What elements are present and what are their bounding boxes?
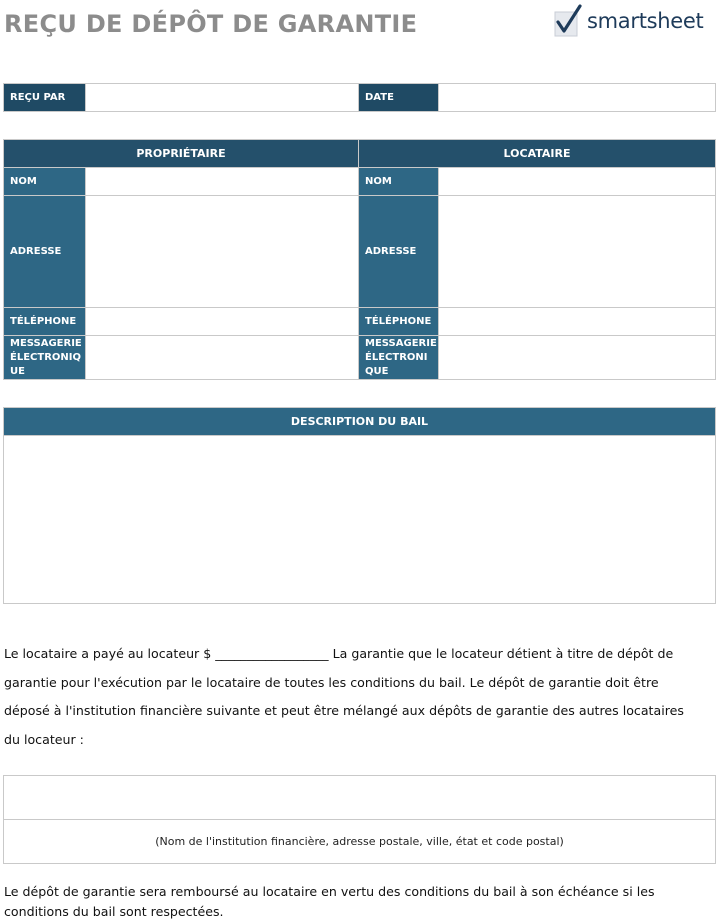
payment-paragraph-line: Le locataire a payé au locateur $ __________________ La garantie que le locateur détient à titre de dépôt de	[4, 646, 674, 661]
tenant-phone-field[interactable]	[439, 308, 716, 336]
owner-email-label	[4, 336, 86, 380]
payment-paragraph-line: garantie pour l'exécution par le locataire de toutes les conditions du bail. Le dépôt de garantie doit être	[4, 674, 659, 690]
tenant-email-label-line: ÉLECTRONI	[365, 351, 428, 363]
receipt-table	[3, 83, 716, 112]
institution-field[interactable]	[4, 776, 716, 820]
lease-heading: DESCRIPTION DU BAIL	[4, 408, 716, 436]
refund-paragraph-line: conditions du bail sont respectées.	[4, 904, 224, 919]
owner-phone-label: TÉLÉPHONE	[4, 308, 86, 336]
owner-phone-field[interactable]	[86, 308, 359, 336]
owner-email-field[interactable]	[86, 336, 359, 380]
refund-paragraph-line: Le dépôt de garantie sera remboursé au locataire en vertu des conditions du bail à son échéance si les	[4, 884, 655, 899]
institution-table	[3, 775, 716, 864]
lease-table	[3, 407, 716, 604]
tenant-heading: LOCATAIRE	[359, 140, 716, 168]
date-label: DATE	[359, 84, 439, 112]
page-title: REÇU DE DÉPÔT DE GARANTIE	[4, 10, 418, 38]
payment-paragraph-line: déposé à l'institution financière suivante et peut être mélangé aux dépôts de garantie des autres locataires	[4, 703, 684, 718]
tenant-email-field[interactable]	[439, 336, 716, 380]
lease-description-field[interactable]	[4, 436, 716, 604]
parties-table	[3, 139, 716, 380]
owner-name-field[interactable]	[86, 168, 359, 196]
owner-address-label: ADRESSE	[4, 196, 86, 308]
tenant-email-label	[359, 336, 439, 380]
tenant-address-field[interactable]	[439, 196, 716, 308]
owner-heading: PROPRIÉTAIRE	[4, 140, 359, 168]
tenant-email-label-line: QUE	[365, 365, 389, 377]
received-by-field[interactable]	[86, 84, 359, 112]
tenant-email-label-line: MESSAGERIE	[365, 337, 437, 349]
refund-paragraph	[4, 882, 710, 922]
tenant-address-label: ADRESSE	[359, 196, 439, 308]
checkmark-logo-icon	[553, 4, 583, 38]
tenant-name-label: NOM	[359, 168, 439, 196]
owner-email-label-line: ÉLECTRONIQ	[10, 351, 81, 363]
tenant-name-field[interactable]	[439, 168, 716, 196]
owner-email-label-line: MESSAGERIE	[10, 337, 82, 349]
institution-caption: (Nom de l'institution financière, adresse postale, ville, état et code postal)	[4, 820, 716, 864]
owner-email-label-line: UE	[10, 365, 25, 377]
received-by-label: REÇU PAR	[4, 84, 86, 112]
date-field[interactable]	[439, 84, 716, 112]
tenant-phone-label: TÉLÉPHONE	[359, 308, 439, 336]
smartsheet-logo	[553, 3, 715, 39]
payment-paragraph	[4, 640, 710, 754]
owner-name-label: NOM	[4, 168, 86, 196]
payment-paragraph-line: du locateur :	[4, 731, 84, 747]
logo-text: smartsheet	[587, 9, 704, 33]
owner-address-field[interactable]	[86, 196, 359, 308]
